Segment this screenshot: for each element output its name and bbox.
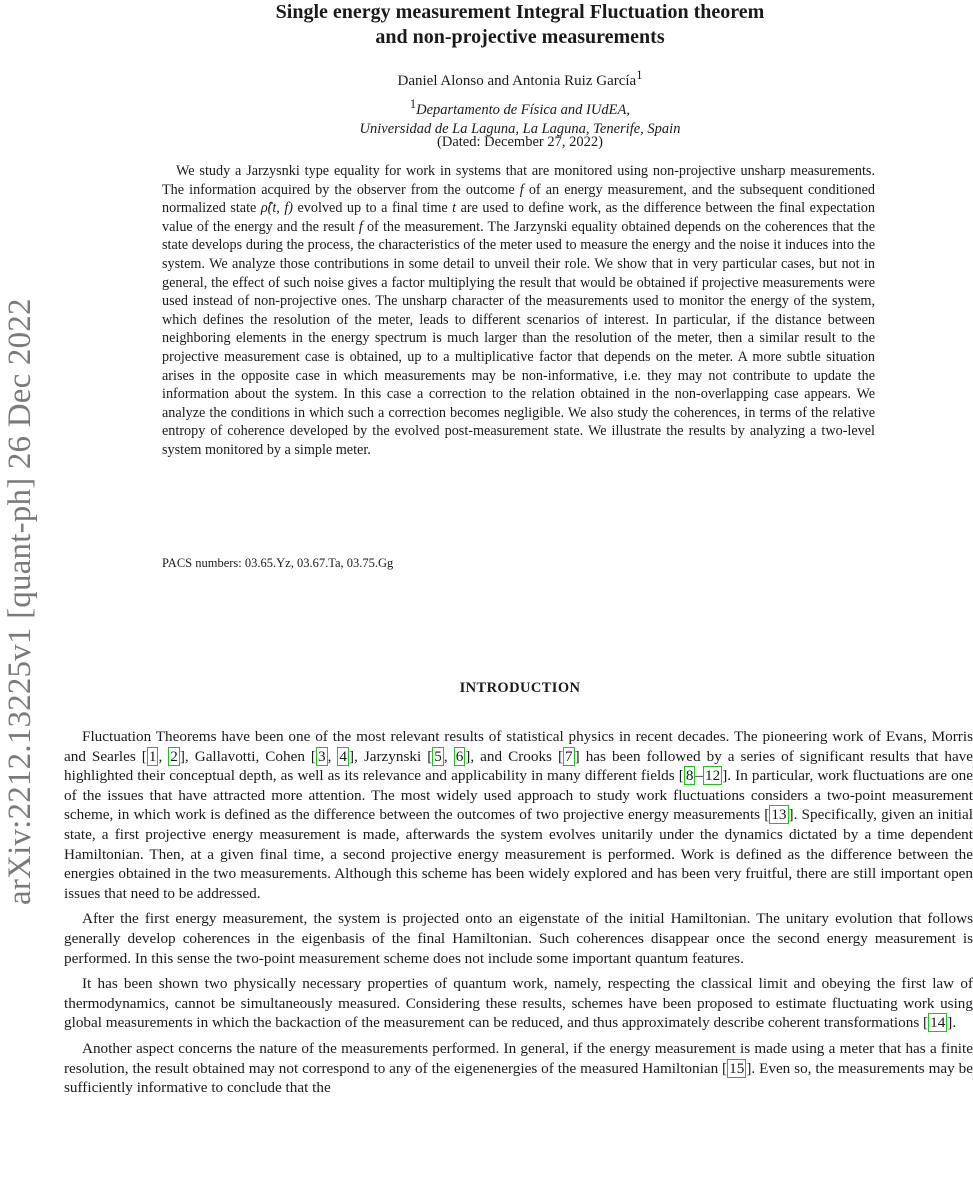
date-line: (Dated: December 27, 2022)	[437, 134, 603, 150]
math-symbol: f	[519, 181, 524, 198]
math-expression: ρ̂(t, f)	[260, 200, 294, 217]
paragraph: After the first energy measurement, the system is projected onto an eigenstate of the initial Hamiltonian. The unitary evolution that follows generally develop coherences in the eigenbasis of the final Hamiltonian. Such coherences disappear once the second energy measurement is performed. In this sense the two-point measurement scheme does not include some important quantum features.	[64, 910, 973, 967]
abstract-text: We study a Jarzysnki type equality for work in systems that are monitored using non-projective unsharp measurements. The information acquired by the observer from the outcome	[162, 163, 875, 198]
paragraph-text: ], Jarzynski [	[348, 747, 433, 765]
math-symbol: f	[358, 218, 363, 235]
citation-link[interactable]: 15	[729, 1059, 745, 1077]
math-symbol: t	[452, 200, 457, 217]
author-affiliation-marker: 1	[636, 68, 643, 82]
citation-link[interactable]: 7	[565, 747, 573, 765]
abstract-text: are used to define work, as the difference between the final expectation value of the energy and the result	[162, 200, 875, 235]
citation-link[interactable]: 8	[685, 767, 694, 785]
citation-link[interactable]: 14	[930, 1014, 946, 1032]
abstract-text: of the measurement. The Jarzynski equality obtained depends on the coherences that the state develops during the process, the characteristics of the meter used to measure the energy and the noise it induces into the system. We analyze those contributions in some detail to unveil their role. We show that in very particular cases, but not in general, the effect of such noise gives a factor multiplying the result that would be obtained if projective measurements were used instead of non-projective ones. The unsharp character of the measurements used to monitor the energy of the system, which defines the resolution of the meter, leads to different scenarios of interest. In particular, if the distance between neighboring elements in the energy spectrum is much larger than the resolution of the meter, then a similar result to the projective measurement case is obtained, up to a multiplicative factor that depends on the meter. A more subtle situation arises in the opposite case in which measurements may be non-informative, i.e. they may not contribute to update the information about the system. In this case a correction to the relation obtained in the non-overlapping case appears. We analyze the conditions in which such a correction becomes negligible. We also study the coherences, in terms of the relative entropy of coherence developed by the evolved post-measurement state. We illustrate the results by analyzing a two-level system monitored by a simple meter.	[162, 218, 875, 458]
abstract	[162, 162, 875, 460]
citation-link[interactable]: 6	[455, 747, 464, 765]
paragraph-text: It has been shown two physically necessary properties of quantum work, namely, respecting the classical limit and obeying the first law of thermodynamics, cannot be simultaneously measured. Considering these results, schemes have been proposed to estimate fluctuating work using global measurements in which the backaction of the measurement can be reduced, and thus approximately describe coherent transformations [	[64, 975, 973, 1032]
paragraph-text: ]. In particular, work fluctuations are one of the issues that have attracted more attention. The most widely used approach to study work fluctuations considers a two-point measurement scheme, in which work is defined as the difference between the outcomes of two projective energy measurements [	[64, 767, 973, 824]
abstract-text: evolved up to a final time	[293, 200, 453, 217]
abstract-text: of an energy measurement, and the subsequent conditioned normalized state	[162, 181, 875, 217]
paragraph-text: ,	[327, 747, 338, 765]
title-line-1: Single energy measurement Integral Fluctuation theorem	[275, 1, 765, 23]
paragraph-text: Fluctuation Theorems have been one of the most relevant results of statistical physics in recent decades. The pioneering work of Evans, Morris and Searles [	[64, 728, 973, 765]
paper-title	[120, 0, 920, 50]
affiliation-marker: 1	[410, 97, 417, 111]
citation-link[interactable]: 2	[170, 747, 178, 765]
paragraph-text: ]. Specifically, given an initial state, a first projective energy measurement is made, afterwards the system evolves unitarily under the dynamics dictated by a time dependent Hamiltonian. Then, at a given final time, a second projective energy measurement is performed. Work is defined as the difference between the energies obtained in the two measurements. Although this scheme has been widely explored and has been very fruitful, there are still important open issues that need to be addressed.	[64, 806, 973, 902]
paragraph	[64, 727, 973, 903]
paragraph-text: ] has been followed by a series of significant results that have highlighted their conceptual depth, as well as its relevance and applicability in many different fields [	[64, 747, 973, 785]
section-heading: INTRODUCTION	[459, 680, 581, 696]
paragraph-text: ,	[158, 747, 169, 765]
citation-link[interactable]: 5	[434, 747, 442, 765]
paragraph-text: –	[695, 767, 704, 785]
title-line-2: and non-projective measurements	[375, 26, 665, 48]
citation-link[interactable]: 13	[771, 806, 787, 824]
authors-text: Daniel Alonso and Antonia Ruiz García	[397, 73, 637, 89]
paragraph	[64, 974, 973, 1033]
affiliation-line-1: Departamento de Física and IUdEA,	[416, 101, 630, 118]
paragraph-text: ].	[947, 1014, 957, 1032]
affiliation	[120, 95, 920, 139]
paragraph-text: ,	[443, 747, 454, 765]
paragraph-text: ]. Even so, the measurements may be sufficiently informative to conclude that the	[64, 1059, 973, 1097]
paragraph-text: Another aspect concerns the nature of the measurements performed. In general, if the energy measurement is made using a meter that has a finite resolution, the result obtained may not correspond to any of the eigenenergies of the measured Hamiltonian [	[64, 1039, 973, 1077]
pacs-numbers: PACS numbers: 03.65.Yz, 03.67.Ta, 03.75.Gg	[162, 556, 394, 570]
citation-link[interactable]: 1	[148, 747, 157, 765]
affiliation-line-2: Universidad de La Laguna, La Laguna, Tenerife, Spain	[359, 120, 681, 137]
citation-link[interactable]: 4	[339, 747, 347, 765]
introduction-body	[64, 727, 973, 1104]
paragraph-text: ], and Crooks [	[465, 747, 564, 765]
arxiv-identifier: arXiv:2212.13225v1 [quant-ph] 26 Dec 2022	[2, 298, 38, 905]
citation-link[interactable]: 12	[705, 767, 721, 785]
paragraph-text: ], Gallavotti, Cohen [	[179, 747, 316, 765]
paragraph	[64, 1039, 973, 1098]
author-list	[120, 68, 920, 90]
citation-link[interactable]: 3	[317, 747, 326, 765]
